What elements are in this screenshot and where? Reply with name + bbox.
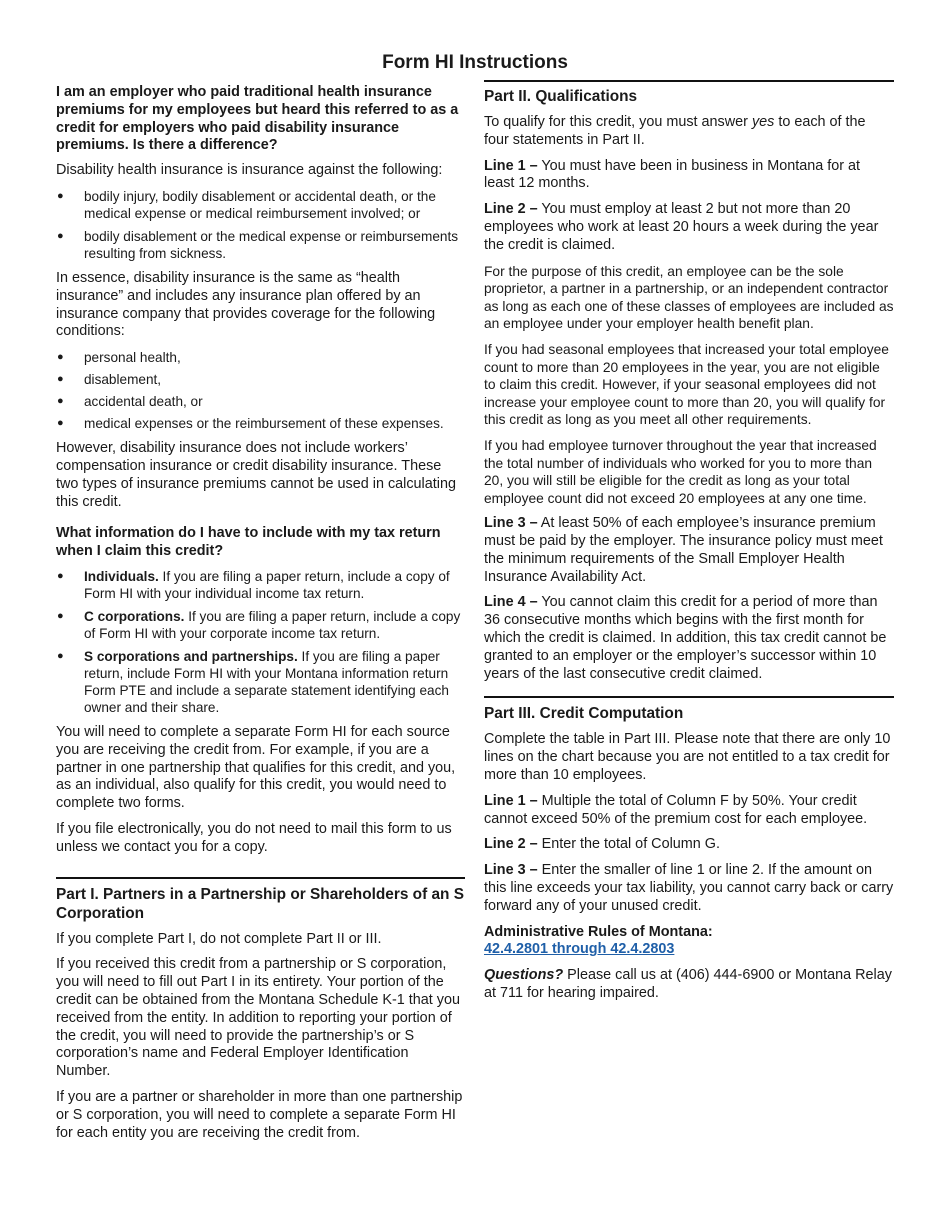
- left-column: [56, 80, 465, 1150]
- list-item: [56, 608, 465, 642]
- paragraph: If you file electronically, you do not need to mail this form to us unless we contact you for a copy.: [56, 820, 452, 855]
- computation-line-2: [484, 836, 894, 854]
- list-item: ● personal health,: [56, 349, 465, 366]
- paragraph: However, disability insurance does not include workers’ compensation insurance or credit disability insurance. These two types of insurance premiums cannot be used in calculating this credit.: [56, 440, 456, 510]
- list-item: [56, 648, 465, 716]
- line-label: Line 2 –: [484, 201, 538, 218]
- line-text: Multiple the total of Column F by 50%. Your credit cannot exceed 50% of the premium cost for each employee.: [484, 792, 868, 827]
- questions-paragraph: [484, 967, 894, 1003]
- section-divider: [484, 696, 894, 698]
- paragraph: Disability health insurance is insurance against the following:: [56, 162, 443, 179]
- paragraph: If you had seasonal employees that increased your total employee count to more than 20 employees in the year, you are not eligible to claim this credit. However, if your seasonal employees did not increase your employee count to more than 20, you will qualify for this credit as long as you meet all other requirements.: [484, 341, 889, 428]
- line-text: You must employ at least 2 but not more than 20 employees who work at least 20 hours a week during the year the credit is claimed.: [484, 201, 879, 253]
- right-column: [484, 80, 894, 1011]
- paragraph: If you are a partner or shareholder in more than one partnership or S corporation, you will need to complete a separate Form HI for each entity you are receiving the credit from.: [56, 1088, 463, 1141]
- paragraph: You will need to complete a separate Form HI for each source you are receiving the credit from. For example, if you are a partner in one partnership that qualifies for this credit, and you, as an individual, also qualify for this credit, you would need to complete two forms.: [56, 723, 456, 812]
- paragraph: In essence, disability insurance is the same as “health insurance” and includes any insurance plan offered by an insurance company that provides coverage for the following conditions:: [56, 269, 436, 340]
- line-text: You cannot claim this credit for a period of more than 36 consecutive months which begins with the first month for which the credit is claimed. In addition, this tax credit cannot be granted to an employer or the employer’s successor within 10 years of the last consecutive credit claimed.: [484, 594, 887, 682]
- bullet-list: [56, 188, 465, 262]
- line-3-paragraph: [484, 515, 894, 586]
- question-disability-difference: I am an employer who paid traditional health insurance premiums for my employees but heard this referred to as a credit for employers who paid disability insurance premiums. Is there a difference?: [56, 84, 459, 154]
- part2-heading: Part II. Qualifications: [484, 88, 638, 105]
- paragraph: If you complete Part I, do not complete Part II or III.: [56, 930, 382, 947]
- text: to each of the four statements in Part II.: [484, 114, 866, 148]
- paragraph: [484, 114, 894, 150]
- page-title: Form HI Instructions: [382, 52, 568, 73]
- paragraph: Complete the table in Part III. Please note that there are only 10 lines on the chart because you are not entitled to a tax credit for more than 10 employees.: [484, 731, 891, 784]
- line-text: At least 50% of each employee’s insurance premium must be paid by the employer. The insurance policy must meet the minimum requirements of the Small Employer Health Insurance Availability Act.: [484, 515, 883, 585]
- list-item-label: Individuals.: [84, 568, 159, 584]
- list-item: ● medical expenses or the reimbursement of these expenses.: [56, 415, 465, 432]
- part1-heading: Part I. Partners in a Partnership or Shareholders of an S Corporation: [56, 885, 464, 922]
- bullet-list: [56, 349, 465, 432]
- computation-line-1: [484, 793, 894, 829]
- line-label: Line 3 –: [484, 862, 538, 879]
- paragraph: For the purpose of this credit, an employee can be the sole proprietor, a partner in a partnership, or an independent contractor as long as each one of these classes of employees are included as an employee under your employer health benefit plan.: [484, 263, 894, 332]
- emphasis: yes: [751, 114, 775, 130]
- list-item-label: C corporations.: [84, 608, 185, 624]
- questions-text: Please call us at (406) 444-6900 or Montana Relay at 711 for hearing impaired.: [484, 967, 892, 1002]
- line-label: Line 2 –: [484, 836, 538, 853]
- line-label: Line 1 –: [484, 157, 538, 174]
- line-label: Line 4 –: [484, 594, 538, 611]
- list-item-text: If you are filing a paper return, include Form HI with your Montana information return Form PTE and include a separate statement identifying each owner and their share.: [84, 648, 449, 715]
- list-item-text: If you are filing a paper return, include a copy of Form HI with your corporate income tax return.: [84, 608, 461, 641]
- paragraph: If you received this credit from a partnership or S corporation, you will need to fill out Part I in its entirety. Your portion of the credit can be obtained from the Montana Schedule K-1 that you received from the entity. In addition to reporting your portion of the credit, you will need to provide the partnership’s or S corporation’s name and Federal Employer Identification Number.: [56, 956, 460, 1080]
- section-divider: [56, 877, 465, 879]
- computation-line-3: [484, 862, 894, 915]
- line-text: You must have been in business in Montana for at least 12 months.: [484, 157, 860, 192]
- line-4-paragraph: [484, 594, 894, 683]
- line-2-paragraph: [484, 201, 894, 254]
- paragraph: If you had employee turnover throughout the year that increased the total number of individuals who worked for you to more than 20, you will still be eligible for the credit as long as your total employee count did not exceed 20 employees at any one time.: [484, 437, 877, 506]
- questions-label: Questions?: [484, 967, 564, 984]
- line-label: Line 1 –: [484, 792, 538, 809]
- list-item: [56, 568, 465, 602]
- list-item: ● bodily injury, bodily disablement or accidental death, or the medical expense or medical reimbursement involved; or: [56, 188, 465, 222]
- line-text: Enter the total of Column G.: [537, 836, 720, 853]
- text: To qualify for this credit, you must answer: [484, 114, 752, 130]
- line-text: Enter the smaller of line 1 or line 2. If the amount on this line exceeds your tax liability, you cannot carry back or carry forward any of your unused credit.: [484, 862, 894, 914]
- list-item: ● accidental death, or: [56, 393, 465, 410]
- line-label: Line 3 –: [484, 515, 538, 532]
- list-item: ● bodily disablement or the medical expense or reimbursements resulting from sickness.: [56, 228, 465, 262]
- part3-heading: Part III. Credit Computation: [484, 705, 684, 723]
- admin-rules-link[interactable]: 42.4.2801 through 42.4.2803: [484, 941, 675, 958]
- admin-rules: [484, 924, 894, 960]
- list-item-label: S corporations and partnerships.: [84, 648, 298, 664]
- admin-rules-label: Administrative Rules of Montana:: [484, 923, 713, 940]
- line-1-paragraph: [484, 158, 894, 194]
- list-item-text: If you are filing a paper return, include a copy of Form HI with your individual income tax return.: [84, 568, 450, 601]
- question-what-to-include: What information do I have to include with my tax return when I claim this credit?: [56, 525, 441, 560]
- list-item: ● disablement,: [56, 371, 465, 388]
- bullet-list: [56, 568, 465, 716]
